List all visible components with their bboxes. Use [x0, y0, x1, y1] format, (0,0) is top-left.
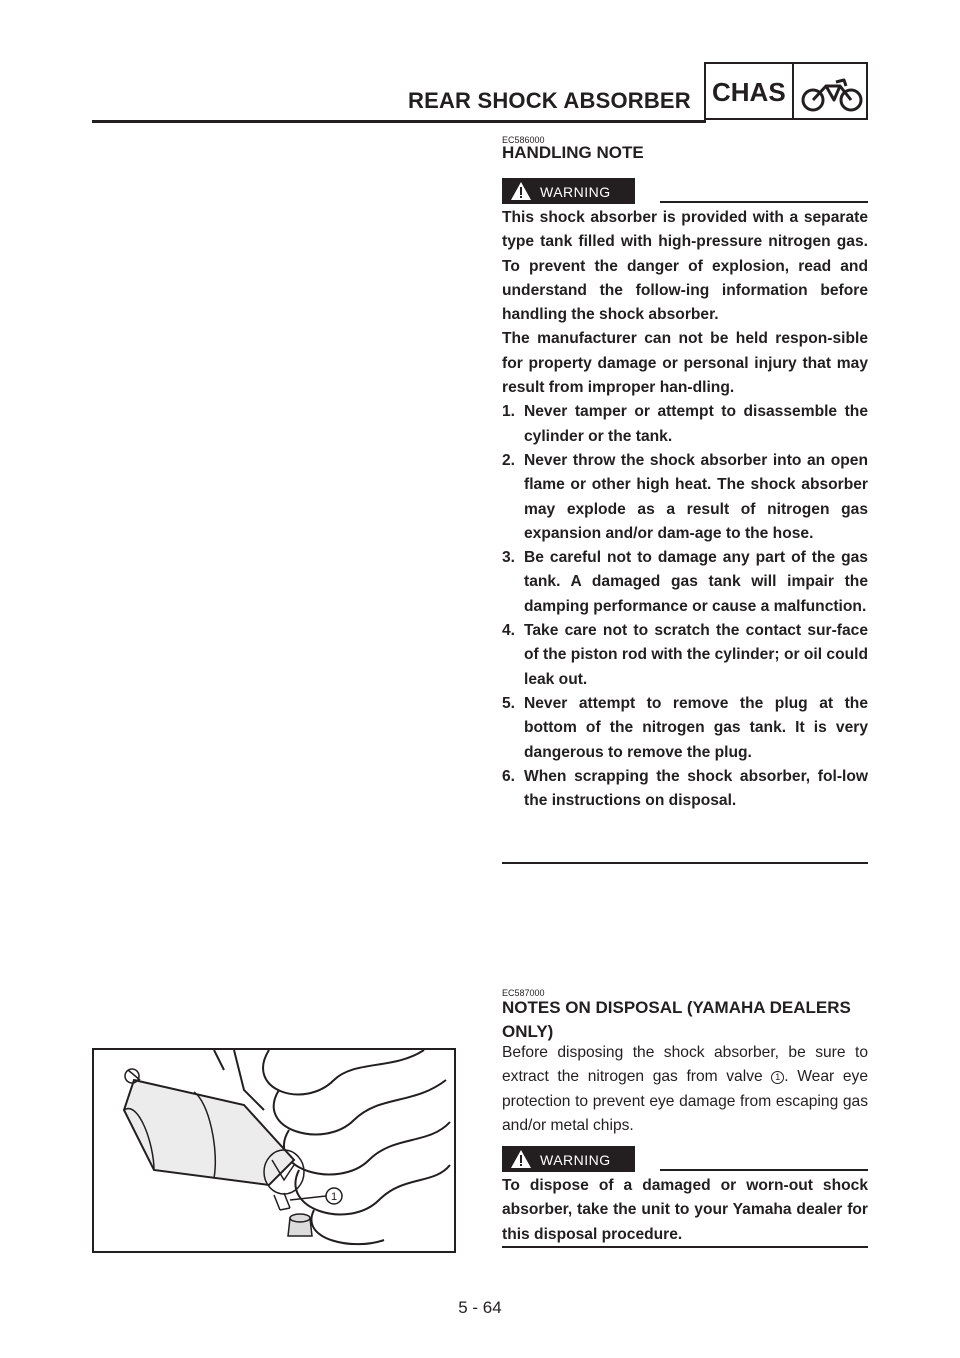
- warning-rule: [660, 1169, 868, 1171]
- disposal-text: . Wear eye protection to prevent eye damage from escaping gas and/or metal chips.: [502, 1068, 868, 1134]
- section-code: EC587000: [502, 988, 545, 998]
- list-item-text: When scrapping the shock absorber, fol-low the instructions on disposal.: [524, 767, 868, 810]
- list-item: [502, 692, 868, 765]
- list-item-number: 6.: [502, 767, 516, 785]
- list-item: [502, 765, 868, 814]
- warning-triangle-icon: [510, 1149, 532, 1169]
- list-item: [502, 449, 868, 546]
- section-code: EC586000: [502, 135, 545, 145]
- list-item-number: 3.: [502, 549, 516, 567]
- warning-end-rule: [502, 1246, 868, 1248]
- section-heading-line: NOTES ON DISPOSAL (YAMAHA DEALERS: [502, 998, 851, 1017]
- list-item-number: 5.: [502, 694, 516, 712]
- list-item-number: 2.: [502, 451, 516, 469]
- list-item-text: Be careful not to damage any part of the gas tank. A damaged gas tank will impair the damping performance or cause a malfunction.: [524, 549, 868, 615]
- motorcycle-icon: [800, 72, 864, 114]
- shock-absorber-illustration: [94, 1050, 454, 1251]
- list-item-number: 1.: [502, 403, 516, 421]
- list-item: [502, 400, 868, 449]
- shock-absorber-figure: [92, 1048, 456, 1253]
- warning-list: [502, 400, 868, 813]
- warning-end-rule: [502, 862, 868, 864]
- section-heading-line: ONLY): [502, 1022, 554, 1041]
- callout-marker: 1: [771, 1071, 784, 1084]
- list-item-text: Never tamper or attempt to disassemble the cylinder or the tank.: [524, 403, 868, 445]
- warning-paragraph: This shock absorber is provided with a separate type tank filled with high-pressure nitrogen gas. To prevent the danger of explosion, read and understand the follow-ing information before handling the shock absorber.: [502, 209, 868, 324]
- warning-label: WARNING: [540, 1152, 611, 1168]
- disposal-text: Before disposing the shock absorber, be sure to extract the nitrogen gas from valve: [502, 1044, 868, 1086]
- header-rule: [92, 120, 706, 123]
- page-title: REAR SHOCK ABSORBER: [408, 88, 691, 113]
- disposal-paragraph: [502, 1041, 868, 1138]
- warning-body: [502, 1174, 868, 1247]
- section-label: CHAS: [712, 77, 786, 107]
- warning-triangle-icon: [510, 181, 532, 201]
- warning-body: [502, 206, 868, 813]
- warning-badge: [502, 1146, 635, 1172]
- list-item-number: 4.: [502, 622, 516, 640]
- warning-banner: [502, 1146, 868, 1176]
- list-item-text: Take care not to scratch the contact sur-face of the piston rod with the cylinder; or oil could leak out.: [524, 622, 868, 688]
- section-heading: [502, 996, 851, 1044]
- list-item: [502, 619, 868, 692]
- warning-paragraph: To dispose of a damaged or worn-out shock absorber, take the unit to your Yamaha dealer for this disposal procedure.: [502, 1177, 868, 1243]
- warning-paragraph: The manufacturer can not be held respon-sible for property damage or personal injury that may result from improper han-dling.: [502, 330, 868, 397]
- warning-rule: [660, 201, 868, 203]
- callout-number: 1: [330, 1191, 338, 1203]
- warning-label: WARNING: [540, 184, 611, 200]
- warning-badge: [502, 178, 635, 204]
- warning-banner: [502, 178, 868, 208]
- list-item-text: Never attempt to remove the plug at the bottom of the nitrogen gas tank. It is very dangerous to remove the plug.: [524, 694, 868, 761]
- section-tab: [704, 62, 868, 120]
- section-heading: HANDLING NOTE: [502, 143, 644, 162]
- page-number: 5 - 64: [458, 1298, 502, 1317]
- section-tab-divider: [792, 64, 794, 118]
- list-item-text: Never throw the shock absorber into an open flame or other high heat. The shock absorber may explode as a result of nitrogen gas expansion and/or dam-age to the hose.: [524, 451, 868, 542]
- list-item: [502, 546, 868, 619]
